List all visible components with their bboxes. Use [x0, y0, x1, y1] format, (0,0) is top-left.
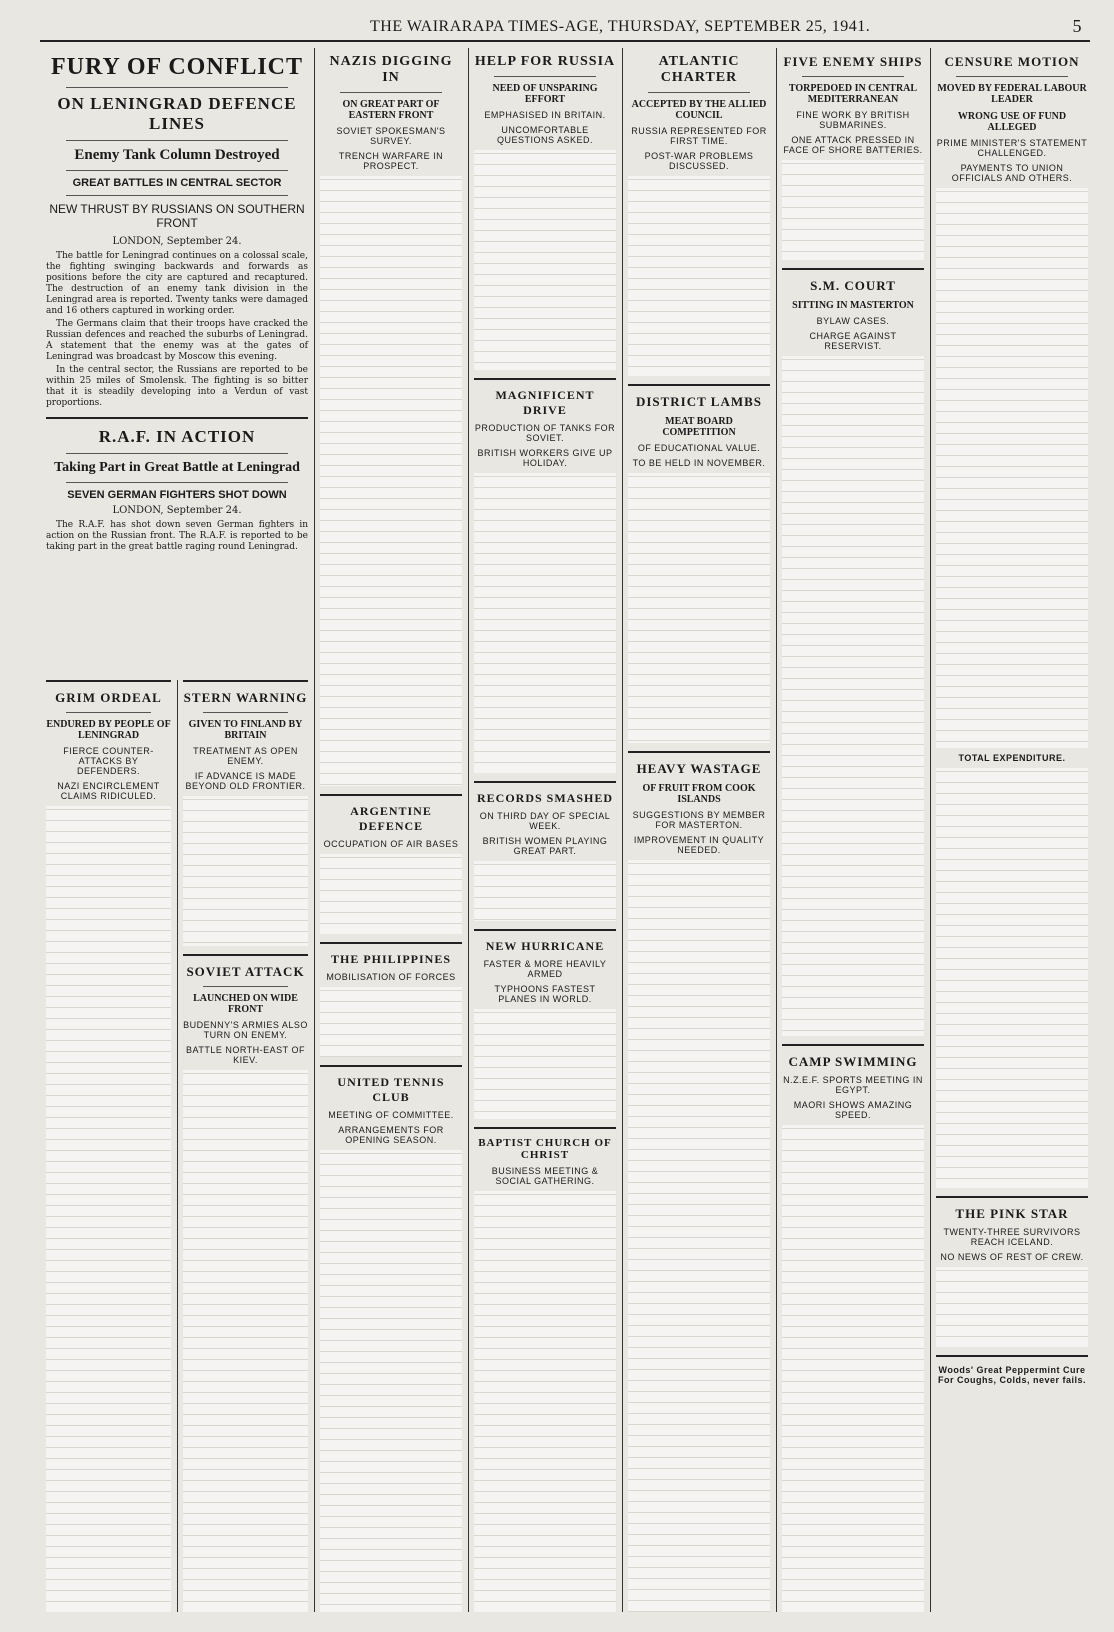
subheadline: PRODUCTION OF TANKS FOR SOVIET.: [474, 423, 616, 443]
subheadline: FASTER & MORE HEAVILY ARMED: [483, 959, 607, 979]
subheadline: OCCUPATION OF AIR BASES: [323, 839, 459, 849]
subheadline: ACCEPTED BY THE ALLIED COUNCIL: [631, 99, 767, 121]
headline: FIVE ENEMY SHIPS: [783, 54, 923, 69]
headline: CAMP SWIMMING: [788, 1054, 918, 1069]
headline: ATLANTIC CHARTER: [658, 54, 740, 85]
paragraph: In the central sector, the Russians are reported to be within 25 miles of Smolensk. The fighting is so bitter that it is steadily developing into a Verdun of vast proportions.: [46, 365, 308, 408]
subheadline: ON THIRD DAY OF SPECIAL WEEK.: [479, 811, 611, 831]
headline: ON LENINGRAD DEFENCE LINES: [57, 94, 297, 133]
subheadline: FINE WORK BY BRITISH SUBMARINES.: [796, 110, 910, 130]
paragraph: The R.A.F. has shot down seven German fighters in action on the Russian front. The R.A.F. is reported to be taking part in the great battle raging round Leningrad.: [46, 520, 308, 552]
subheadline: N.Z.E.F. SPORTS MEETING IN EGYPT.: [783, 1075, 923, 1095]
headline: HELP FOR RUSSIA: [474, 54, 616, 69]
subheadline: BUDENNY'S ARMIES ALSO TURN ON ENEMY.: [183, 1020, 308, 1040]
subheadline: MOBILISATION OF FORCES: [326, 972, 456, 982]
subheadline: SEVEN GERMAN FIGHTERS SHOT DOWN: [67, 489, 287, 501]
headline: THE PHILIPPINES: [330, 952, 452, 966]
subheadline: EMPHASISED IN BRITAIN.: [484, 110, 606, 120]
subheadline: GREAT BATTLES IN CENTRAL SECTOR: [72, 177, 282, 189]
subheadline: PRIME MINISTER'S STATEMENT CHALLENGED.: [936, 138, 1088, 158]
headline: BAPTIST CHURCH OF CHRIST: [478, 1137, 612, 1161]
atlantic-charter-article: [622, 48, 776, 1612]
subheadline: NAZI ENCIRCLEMENT CLAIMS RIDICULED.: [57, 781, 160, 801]
subheadline: ON GREAT PART OF EASTERN FRONT: [342, 99, 440, 121]
masthead: [40, 12, 1090, 42]
subheadline: IF ADVANCE IS MADE BEYOND OLD FRONTIER.: [185, 771, 306, 791]
subheadline: BRITISH WORKERS GIVE UP HOLIDAY.: [477, 448, 613, 468]
subheadline: RUSSIA REPRESENTED FOR FIRST TIME.: [631, 126, 767, 146]
headline: R.A.F. IN ACTION: [98, 427, 256, 446]
headline: DISTRICT LAMBS: [635, 394, 763, 409]
section-heading: TOTAL EXPENDITURE.: [958, 753, 1066, 763]
subheadline: ARRANGEMENTS FOR OPENING SEASON.: [338, 1125, 444, 1145]
censure-motion-article: [930, 48, 1094, 1612]
subheadline: SOVIET SPOKESMAN'S SURVEY.: [336, 126, 446, 146]
headline: ARGENTINE DEFENCE: [350, 804, 432, 833]
headline: HEAVY WASTAGE: [636, 761, 762, 776]
subheadline: BUSINESS MEETING & SOCIAL GATHERING.: [491, 1166, 599, 1186]
subheadline: SUGGESTIONS BY MEMBER FOR MASTERTON.: [632, 810, 766, 830]
subheadline: IMPROVEMENT IN QUALITY NEEDED.: [633, 835, 765, 855]
subheadline: OF FRUIT FROM COOK ISLANDS: [642, 783, 756, 805]
headline: S.M. COURT: [810, 278, 896, 293]
subheadline: Enemy Tank Column Destroyed: [74, 147, 280, 163]
headline: NAZIS DIGGING IN: [329, 54, 453, 85]
subheadline: TORPEDOED IN CENTRAL MEDITERRANEAN: [788, 83, 918, 105]
subheadline: SITTING IN MASTERTON: [792, 300, 914, 311]
five-enemy-ships-article: [776, 48, 930, 1612]
subheadline: ENDURED BY PEOPLE OF LENINGRAD: [46, 719, 171, 741]
advertisement: Woods' Great Peppermint Cure For Coughs, Colds, never fails.: [937, 1365, 1087, 1385]
subheadline: TO BE HELD IN NOVEMBER.: [632, 458, 766, 468]
subheadline: GIVEN TO FINLAND BY BRITAIN: [188, 719, 303, 741]
subheadline: BRITISH WOMEN PLAYING GREAT PART.: [482, 836, 608, 856]
headline: MAGNIFICENT DRIVE: [495, 388, 595, 417]
subheadline: NO NEWS OF REST OF CREW.: [940, 1252, 1084, 1262]
subheadline: BATTLE NORTH-EAST OF KIEV.: [185, 1045, 305, 1065]
headline: GRIM ORDEAL: [55, 690, 162, 705]
headline: CENSURE MOTION: [944, 54, 1080, 69]
grim-ordeal-article: [40, 680, 177, 1612]
subheadline: MEETING OF COMMITTEE.: [328, 1110, 454, 1120]
paragraph: The Germans claim that their troops have cracked the Russian defences and reached the suburbs of Leningrad. A statement that the enemy was at the gates of Leningrad was broadcast by Moscow this evening.: [46, 319, 308, 362]
help-for-russia-article: [468, 48, 622, 1612]
headline: STERN WARNING: [183, 690, 308, 705]
page-number: 5: [1072, 16, 1082, 36]
dateline: LONDON, September 24.: [112, 236, 242, 247]
headline: RECORDS SMASHED: [476, 791, 614, 805]
subheadline: MEAT BOARD COMPETITION: [662, 416, 736, 438]
article-body: [46, 520, 308, 553]
subheadline: TWENTY-THREE SURVIVORS REACH ICELAND.: [943, 1227, 1081, 1247]
subheadline: BYLAW CASES.: [816, 316, 890, 326]
subheadline: MAORI SHOWS AMAZING SPEED.: [793, 1100, 913, 1120]
subheadline: PAYMENTS TO UNION OFFICIALS AND OTHERS.: [951, 163, 1073, 183]
subheadline: UNCOMFORTABLE QUESTIONS ASKED.: [496, 125, 594, 145]
subheadline: WRONG USE OF FUND ALLEGED: [957, 111, 1067, 133]
nazis-digging-in-article: [314, 48, 468, 1612]
subheadline: POST-WAR PROBLEMS DISCUSSED.: [644, 151, 754, 171]
headline: THE PINK STAR: [955, 1206, 1069, 1221]
subheadline: OF EDUCATIONAL VALUE.: [637, 443, 761, 453]
headline: SOVIET ATTACK: [186, 964, 305, 979]
subheadline: TRENCH WARFARE IN PROSPECT.: [338, 151, 444, 171]
banner-headline: FURY OF CONFLICT: [50, 54, 304, 80]
headline: UNITED TENNIS CLUB: [337, 1075, 445, 1104]
article-body: [46, 251, 308, 409]
masthead-title: THE WAIRARAPA TIMES-AGE, THURSDAY, SEPTEMBER 25, 1941.: [370, 18, 871, 35]
subheadline: Taking Part in Great Battle at Leningrad: [54, 460, 300, 475]
subheadline: CHARGE AGAINST RESERVIST.: [809, 331, 897, 351]
subheadline: FIERCE COUNTER-ATTACKS BY DEFENDERS.: [63, 746, 154, 776]
subheadline: NEED OF UNSPARING EFFORT: [492, 83, 598, 105]
lead-article: [40, 48, 314, 668]
dateline: LONDON, September 24.: [112, 505, 242, 516]
subheadline: ONE ATTACK PRESSED IN FACE OF SHORE BATTERIES.: [783, 135, 923, 155]
subheadline: TREATMENT AS OPEN ENEMY.: [193, 746, 298, 766]
stern-warning-article: [177, 680, 314, 1612]
headline: NEW HURRICANE: [485, 939, 605, 953]
subheadline: LAUNCHED ON WIDE FRONT: [193, 993, 298, 1015]
subheadline: MOVED BY FEDERAL LABOUR LEADER: [937, 83, 1087, 105]
subheadline: NEW THRUST BY RUSSIANS ON SOUTHERN FRONT: [49, 202, 305, 230]
subheadline: TYPHOONS FASTEST PLANES IN WORLD.: [494, 984, 596, 1004]
paragraph: The battle for Leningrad continues on a colossal scale, the fighting swinging backwards and forwards as positions before the city are captured and recaptured. The destruction of an enemy tank division in the Leningrad area is reported. Twenty tanks were damaged and 16 others captured in working order.: [46, 251, 308, 316]
